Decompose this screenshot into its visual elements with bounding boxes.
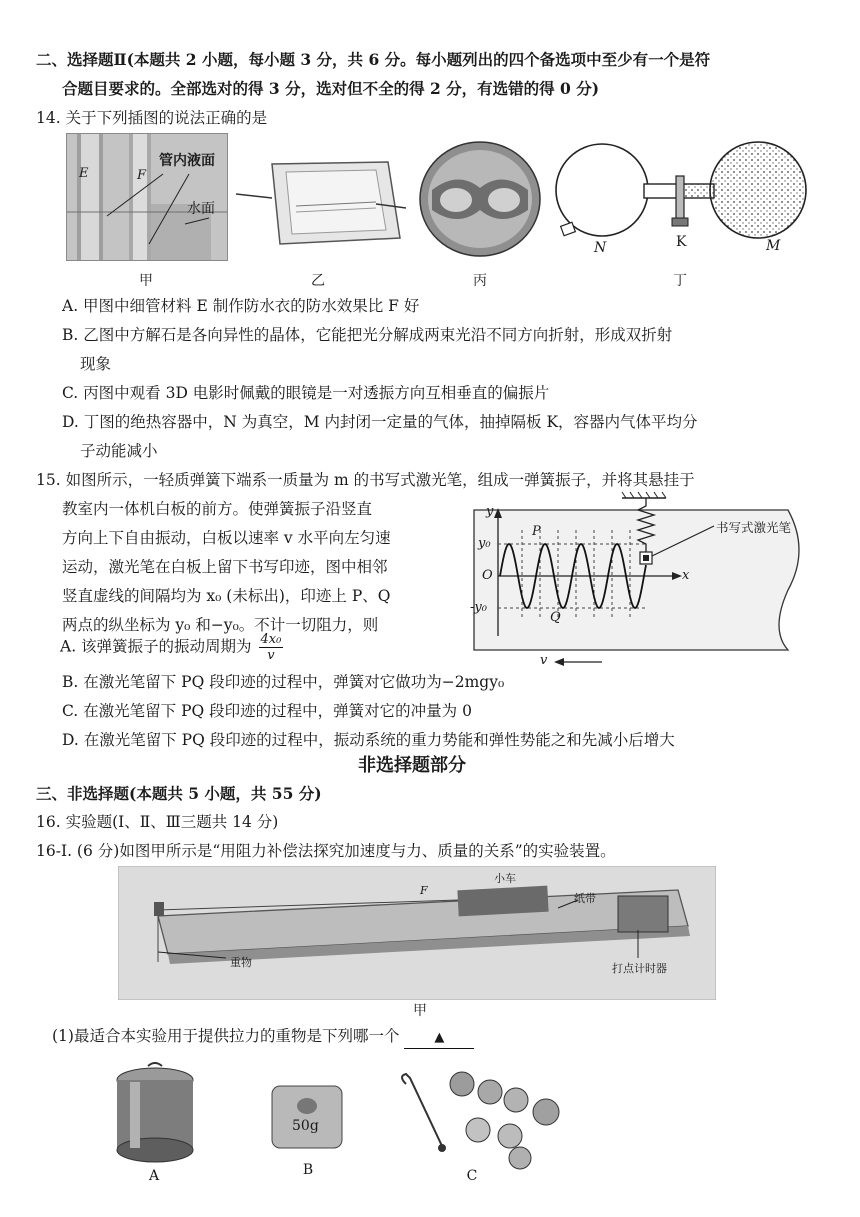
apparatus-photo: [118, 866, 716, 1000]
label-weight: 重物: [230, 956, 252, 969]
section2-header-line2: 合题目要求的。全部选对的得 3 分，选对但不全的得 2 分，有选错的得 0 分): [62, 79, 600, 98]
q15-stem-line5: 竖直虚线的间隔均为 x₀ (未标出)，印迹上 P、Q: [62, 587, 391, 605]
label-M: M: [766, 238, 781, 254]
label-force-F: F: [420, 884, 428, 897]
label-tube-liquid: 管内液面: [159, 153, 215, 169]
q16-sub1-text: (1)最适合本实验用于提供拉力的重物是下列哪一个: [52, 1027, 400, 1045]
fraction-numerator: 4x₀: [260, 632, 282, 647]
point-label-Q: Q: [550, 610, 561, 625]
option-c-label: C: [466, 1168, 478, 1184]
label-E: E: [79, 166, 89, 181]
fraction-denominator: v: [267, 648, 275, 663]
q16-figure-caption: 甲: [413, 1003, 427, 1019]
option-b-image: [270, 1082, 344, 1152]
q14-option-c: C. 丙图中观看 3D 电影时佩戴的眼镜是一对透振方向互相垂直的偏振片: [62, 384, 550, 402]
q15-stem-line2: 教室内一体机白板的前方。使弹簧振子沿竖直: [62, 500, 373, 518]
q16-sub1: [52, 1026, 474, 1049]
q16-title: 16. 实验题(Ⅰ、Ⅱ、Ⅲ三题共 14 分): [36, 813, 279, 831]
q14-figure-ding: [552, 140, 814, 264]
spring-oscillator-diagram: [470, 490, 824, 670]
label-K: K: [676, 234, 687, 250]
label-F: F: [137, 168, 147, 183]
option-b-label: B: [302, 1162, 314, 1178]
q15-stem-line6: 两点的纵坐标为 y₀ 和−y₀。不计一切阻力，则: [62, 616, 379, 634]
section3-header: 三、非选择题(本题共 5 小题，共 55 分): [36, 784, 322, 803]
q14-stem: 14. 关于下列插图的说法正确的是: [36, 109, 268, 127]
option-c-image: [394, 1070, 574, 1170]
q16-apparatus-figure: [118, 866, 716, 1000]
fifty-gram-weight-photo: [270, 1082, 344, 1152]
q14-caption-bing: 丙: [473, 273, 487, 289]
q14-caption-ding: 丁: [673, 273, 687, 289]
q15-option-a-prefix: A. 该弹簧振子的振动周期为: [60, 637, 252, 656]
q15-option-d: D. 在激光笔留下 PQ 段印迹的过程中，振动系统的重力势能和弹性势能之和先减小后增大: [62, 731, 675, 749]
slotted-weight-stack-photo: [100, 1062, 210, 1168]
q15-stem-line4: 运动，激光笔在白板上留下书写印迹，图中相邻: [62, 558, 388, 576]
tick-label-y0: y₀: [478, 536, 491, 551]
label-laser-pen: 书写式激光笔: [716, 520, 792, 535]
q14-option-b-line1: B. 乙图中方解石是各向异性的晶体，它能把光分解成两束光沿不同方向折射，形成双折射: [62, 326, 673, 344]
q14-caption-jia: 甲: [139, 273, 153, 289]
q15-stem-line3: 方向上下自由振动，白板以速率 v 水平向左匀速: [62, 529, 391, 547]
q14-option-d-line2: 子动能减小: [80, 442, 158, 460]
q15-option-b: B. 在激光笔留下 PQ 段印迹的过程中，弹簧对它做功为−2mgy₀: [62, 673, 505, 691]
q14-figure-yi: [236, 152, 406, 252]
blank-mark: ▲: [434, 1030, 445, 1045]
calcite-crystal-photo: [236, 152, 406, 252]
q14-option-a: A. 甲图中细管材料 E 制作防水衣的防水效果比 F 好: [62, 297, 420, 315]
q15-figure: [470, 490, 824, 670]
q16-intro: 16-Ⅰ. (6 分)如图甲所示是“用阻力补偿法探究加速度与力、质量的关系”的实验装置。: [36, 842, 616, 860]
q14-option-b-line2: 现象: [80, 355, 112, 373]
q15-option-a-fraction: [259, 632, 284, 663]
q15-stem-line1: 15. 如图所示，一轻质弹簧下端系一质量为 m 的书写式激光笔，组成一弹簧振子，并将其悬挂于: [36, 471, 695, 489]
q14-caption-yi: 乙: [311, 273, 325, 289]
label-N: N: [594, 240, 607, 256]
weight-mass-label: 50g: [292, 1118, 319, 1134]
label-cart: 小车: [494, 872, 516, 885]
label-water-surface: 水面: [187, 201, 215, 217]
q15-option-c: C. 在激光笔留下 PQ 段印迹的过程中，弹簧对它的冲量为 0: [62, 702, 472, 720]
label-paper-tape: 纸带: [574, 892, 596, 905]
section2-header-line1: 二、选择题Ⅱ(本题共 2 小题，每小题 3 分，共 6 分。每小题列出的四个备选项中至少有一个是符: [36, 50, 711, 69]
q14-option-d-line1: D. 丁图的绝热容器中，N 为真空，M 内封闭一定量的气体，抽掉隔板 K，容器内气体平均分: [62, 413, 698, 431]
hook-and-weight-set-photo: [394, 1070, 574, 1170]
polarized-glasses-photo: [418, 140, 542, 258]
tick-label-neg-y0: -y₀: [470, 600, 487, 615]
q14-figure-bing: [418, 140, 542, 258]
label-board-velocity: v: [540, 653, 548, 668]
origin-label-O: O: [482, 568, 493, 583]
point-label-P: P: [532, 524, 541, 539]
option-a-label: A: [148, 1168, 160, 1184]
q14-figure-jia: [66, 133, 228, 261]
axis-label-y: y: [486, 504, 494, 519]
option-a-image: [100, 1062, 210, 1168]
q15-option-a: [60, 632, 283, 663]
axis-label-x: x: [682, 568, 690, 583]
label-timer: 打点计时器: [612, 962, 667, 975]
part2-title: 非选择题部分: [358, 755, 466, 776]
answer-blank[interactable]: [404, 1028, 474, 1049]
